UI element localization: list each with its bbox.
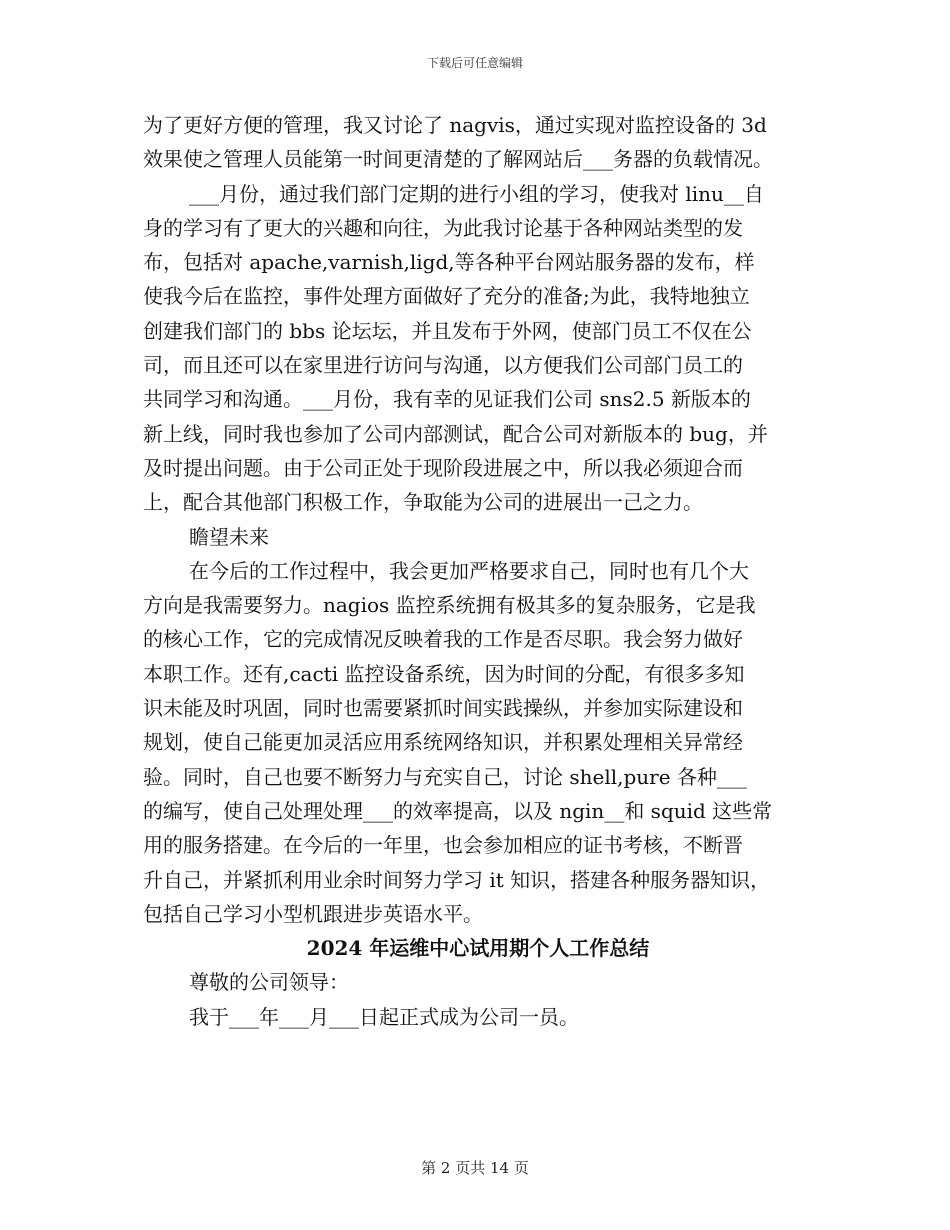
text-line: 布，包括对 apache,varnish,ligd,等各种平台网站服务器的发布，样: [143, 250, 755, 275]
paragraph-start: ___月份，通过我们部门定期的进行小组的学习，使我对 linu__自: [189, 181, 764, 206]
text-line: 识未能及时巩固，同时也需要紧抓时间实践操纵，并参加实际建设和: [143, 696, 743, 721]
text-line: 司，而且还可以在家里进行访问与沟通，以方便我们公司部门员工的: [143, 353, 743, 378]
paragraph-start: 我于___年___月___日起正式成为公司一员。: [189, 1004, 579, 1029]
text-line: 规划，使自己能更加灵活应用系统网络知识，并积累处理相关异常经: [143, 730, 743, 755]
text-line: 为了更好方便的管理，我又讨论了 nagvis，通过实现对监控设备的 3d: [143, 113, 767, 137]
text-line: 创建我们部门的 bbs 论坛坛，并且发布于外网，使部门员工不仅在公: [143, 318, 752, 343]
text-line: 升自己，并紧抓利用业余时间努力学习 it 知识，搭建各种服务器知识，: [143, 867, 771, 892]
text-line: 及时提出问题。由于公司正处于现阶段进展之中，所以我必须迎合而: [143, 455, 743, 480]
text-line: 的编写，使自己处理处理___的效率提高，以及 ngin__和 squid 这些常: [143, 798, 773, 823]
section-heading: 瞻望未来: [189, 524, 269, 549]
text-line: 包括自己学习小型机跟进步英语水平。: [143, 901, 483, 926]
text-line: 新上线，同时我也参加了公司内部测试，配合公司对新版本的 bug，并: [143, 421, 768, 446]
text-line: 用的服务搭建。在今后的一年里，也会参加相应的证书考核，不断晋: [143, 833, 743, 858]
page-header: 下载后可任意编辑: [426, 56, 523, 70]
text-line: 效果使之管理人员能第一时间更清楚的了解网站后___务器的负载情况。: [143, 147, 773, 172]
text-line: 验。同时，自己也要不断努力与充实自己，讨论 shell,pure 各种___: [143, 764, 747, 789]
text-line: 身的学习有了更大的兴趣和向往，为此我讨论基于各种网站类型的发: [143, 215, 743, 240]
page-footer: 第 2 页共 14 页: [421, 1159, 529, 1177]
text-line: 使我今后在监控，事件处理方面做好了充分的准备;为此，我特地独立: [143, 284, 750, 309]
text-line: 的核心工作，它的完成情况反映着我的工作是否尽职。我会努力做好: [143, 627, 743, 652]
text-line: 本职工作。还有,cacti 监控设备系统，因为时间的分配，有很多多知: [143, 661, 745, 686]
text-line: 上，配合其他部门积极工作，争取能为公司的进展出一己之力。: [143, 490, 703, 515]
text-line: 共同学习和沟通。___月份，我有幸的见证我们公司 sns2.5 新版本的: [143, 387, 751, 412]
salutation: 尊敬的公司领导：: [189, 970, 349, 995]
paragraph-start: 在今后的工作过程中，我会更加严格要求自己，同时也有几个大: [189, 558, 749, 583]
document-body: [143, 108, 823, 1034]
text-line: 方向是我需要努力。nagios 监控系统拥有极其多的复杂服务，它是我: [143, 593, 756, 618]
document-title: 2024 年运维中心试用期个人工作总结: [306, 936, 650, 961]
